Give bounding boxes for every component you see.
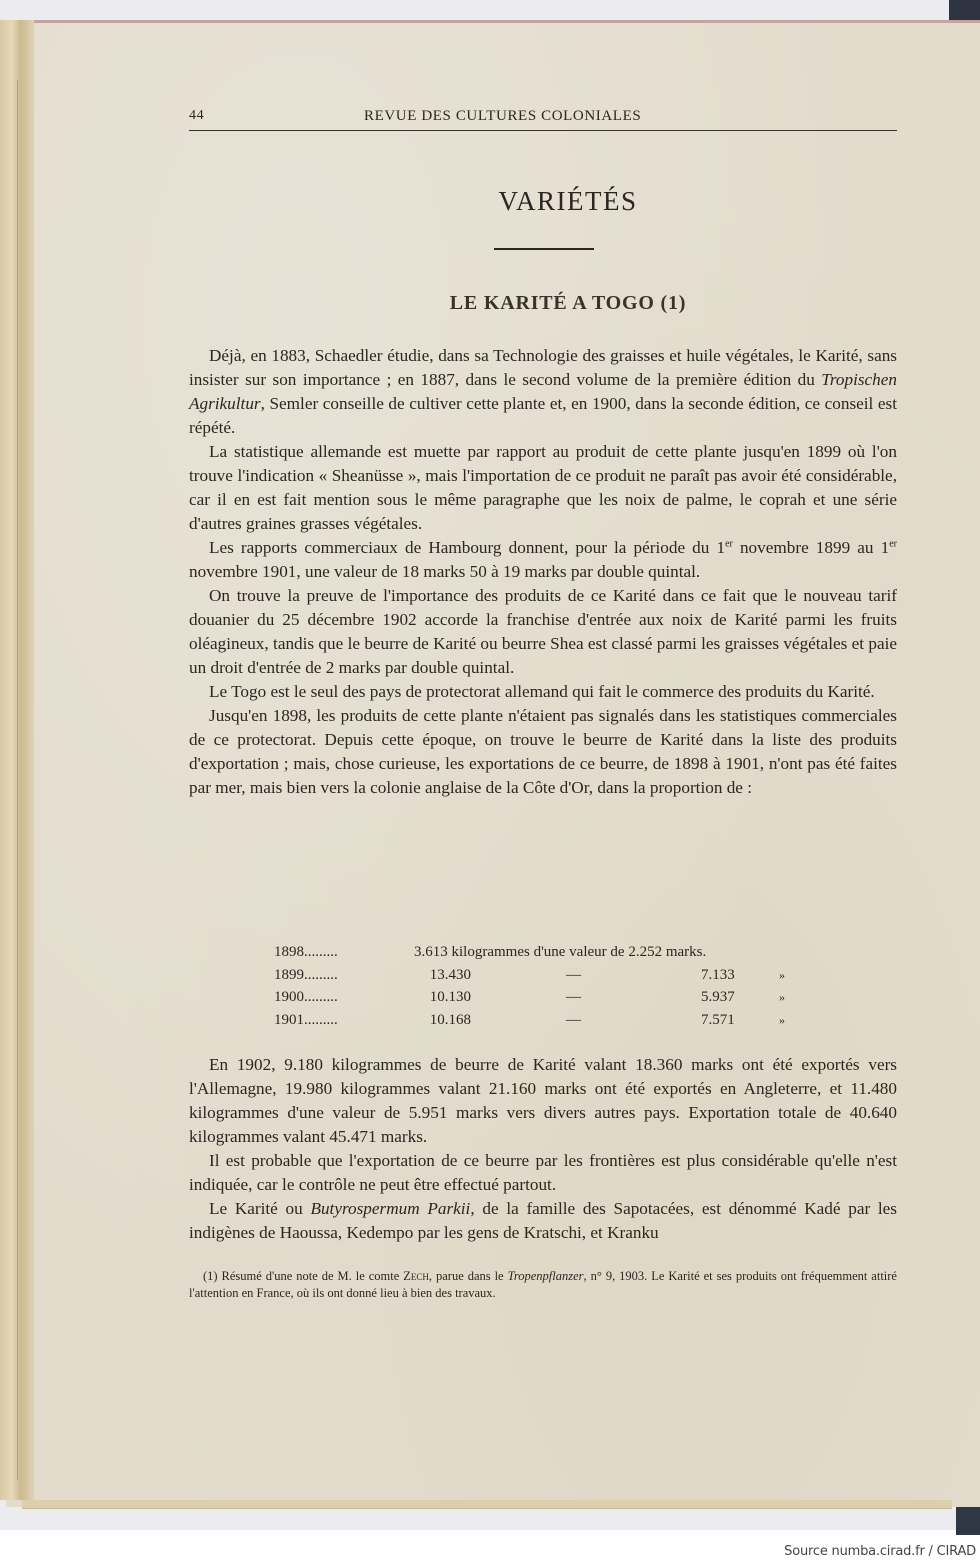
table-row: 1900......... 10.130 — 5.937 » (274, 986, 834, 1009)
header-rule (189, 130, 897, 131)
table-row (274, 941, 834, 964)
first-row-text: 3.613 kilogrammes d'une valeur de 2.252 marks. (414, 944, 707, 960)
paragraph: Le Togo est le seul des pays de protectorat allemand qui fait le commerce des produits du Karité. (209, 682, 875, 701)
ditto-mark: » (779, 990, 785, 1004)
source-credit: Source numba.cirad.fr / CIRAD (784, 1544, 976, 1559)
title-rule (494, 248, 594, 250)
scan-corner-top (949, 0, 980, 22)
body-text-after-table (189, 1053, 897, 1245)
footnote-text: (1) Résumé d'une note de M. le comte Zech, parue dans le Tropenpflanzer, n° 9, 1903. Le Karité et ses produits ont fréquemment attiré l'attention en France, où ils ont donné lieu à bien des travaux. (189, 1269, 897, 1300)
spine-line (17, 80, 18, 1480)
table-row: 1899......... 13.430 — 7.133 » (274, 964, 834, 987)
paragraph: Jusqu'en 1898, les produits de cette plante n'étaient pas signalés dans les statistiques commerciales de ce protectorat. Depuis cette époque, on trouve le beurre de Karité dans la liste des produits d'exportation ; mais, chose curieuse, les exportations de ce beurre, de 1898 à 1901, n'ont pas été faites par mer, mais bien vers la colonie anglaise de la Côte d'Or, dans la proportion de : (189, 706, 897, 797)
year-cell: 1900......... (274, 989, 338, 1005)
page-number: 44 (189, 108, 205, 123)
marks-cell: 7.133 (701, 966, 735, 983)
scan-corner-bottom (956, 1505, 980, 1535)
paragraph: Le Karité ou Butyrospermum Parkii, de la famille des Sapotacées, est dénommé Kadé par les indigènes de Haoussa, Kedempo par les gens de Kratschi, et Kranku (189, 1199, 897, 1242)
paragraph: En 1902, 9.180 kilogrammes de beurre de Karité valant 18.360 marks ont été exportés vers l'Allemagne, 19.980 kilogrammes valant 21.160 marks ont été exportés en Angleterre, et 11.480 kilogrammes d'une valeur de 5.951 marks vers divers autres pays. Exportation totale de 40.640 kilogrammes valant 45.471 marks. (189, 1055, 897, 1146)
marks-cell: 5.937 (701, 989, 735, 1005)
body-text-before-table (189, 344, 897, 800)
ditto-dash: — (566, 1011, 581, 1028)
book-spine (0, 20, 34, 1500)
paragraph: On trouve la preuve de l'importance des produits de ce Karité dans ce fait que le nouveau tarif douanier du 25 décembre 1902 accorde la franchise d'entrée aux noix de Karité parmi les fruits oléagineux, tandis que le beurre de Karité ou beurre Shea est classé parmi les graisses végétales et paie un droit d'entrée de 2 marks par double quintal. (189, 586, 897, 677)
export-table (274, 941, 834, 1031)
ditto-dash: — (566, 966, 581, 983)
section-title: VARIÉTÉS (498, 186, 638, 216)
journal-title: REVUE DES CULTURES COLONIALES (364, 108, 642, 124)
ditto-mark: » (779, 1012, 785, 1027)
running-head (189, 108, 897, 130)
ditto-mark: » (779, 967, 785, 982)
year-cell: 1899......... (274, 966, 338, 983)
article-title: LE KARITÉ A TOGO (1) (449, 292, 687, 314)
footnote (189, 1268, 897, 1302)
year-cell: 1898......... (274, 944, 338, 960)
page-bottom-edge (22, 1500, 952, 1509)
year-cell: 1901......... (274, 1011, 338, 1028)
paragraph: Déjà, en 1883, Schaedler étudie, dans sa Technologie des graisses et huile végétales, le Karité, sans insister sur son importance ; en 1887, dans le second volume de la première édition du Tropischen Agrikultur, Semler conseille de cultiver cette plante et, en 1900, dans la seconde édition, ce conseil est répété. (189, 346, 897, 437)
ditto-dash: — (566, 989, 581, 1005)
paragraph: Il est probable que l'exportation de ce beurre par les frontières est plus considérable qu'elle n'est indiquée, car le contrôle ne peut être effectué partout. (189, 1151, 897, 1194)
marks-cell: 7.571 (701, 1011, 735, 1028)
paragraph: La statistique allemande est muette par rapport au produit de cette plante jusqu'en 1899 où l'on trouve l'indication « Sheanüsse », mais l'importation de ce produit ne paraît pas avoir été considérable, car il en est fait mention sous le même paragraphe que les noix de palme, le coprah et une série d'autres graines grasses végétales. (189, 442, 897, 533)
paragraph: Les rapports commerciaux de Hambourg donnent, pour la période du 1er novembre 1899 au 1er novembre 1901, une valeur de 18 marks 50 à 19 marks par double quintal. (189, 538, 897, 581)
table-row: 1901......... 10.168 — 7.571 » (274, 1009, 834, 1032)
